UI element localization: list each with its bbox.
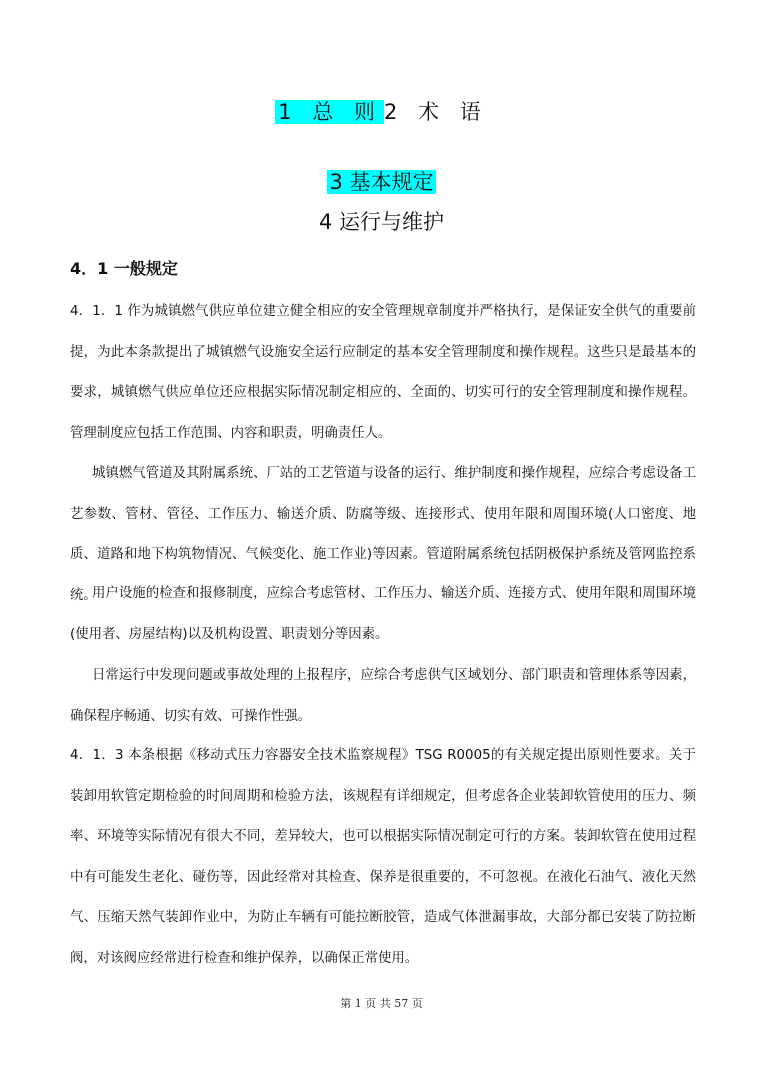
paragraph-reporting: 日常运行中发现问题或事故处理的上报程序，应综合考虑供气区域划分、部门职责和管理体系等因素，确保程序畅通、切实有效、可操作性强。 (70, 668, 696, 724)
chapter-4-heading: 4 运行与维护 (318, 210, 445, 234)
chapter-3-heading: 3 基本规定 (329, 170, 434, 194)
chapter-heading-row (0, 95, 763, 129)
chapter-2-heading: 2 术 语 (384, 100, 488, 124)
paragraph-pipeline-rules: 城镇燃气管道及其附属系统、厂站的工艺管道与设备的运行、维护制度和操作规程，应综合考虑设备工艺参数、管材、管径、工作压力、输送介质、防腐等级、连接形式、使用年限和周围环境(人口密度、地质、道路和地下构筑物情况、气候变化、施工作业)等因素。管道附属系统包括阴极保护系统及管网监控系统。 (70, 466, 696, 603)
section-4-1-heading: 4．1 一般规定 (70, 259, 178, 278)
chapter-3-heading-row (0, 165, 763, 199)
page-number-footer: 第 1 页 共 57 页 (340, 997, 423, 1010)
chapter-1-heading: 1 总 则 (275, 100, 384, 124)
paragraph-4-1-1: 4．1．1 作为城镇燃气供应单位建立健全相应的安全管理规章制度并严格执行，是保证安全供气的重要前提，为此本条款提出了城镇燃气设施安全运行应制定的基本安全管理制度和操作规程。这些只是最基本的要求，城镇燃气供应单位还应根据实际情况制定相应的、全面的、切实可行的安全管理制度和操作规程。管理制度应包括工作范围、内容和职责，明确责任人。 (70, 304, 696, 441)
paragraph-4-1-3: 4．1．3 本条根据《移动式压力容器安全技术监察规程》TSG R0005的有关规定提出原则性要求。关于装卸用软管定期检验的时间周期和检验方法，该规程有详细规定，但考虑各企业装卸软管使用的压力、频率、环境等实际情况有很大不同，差异较大，也可以根据实际情况制定可行的方案。装卸软管在使用过程中有可能发生老化、碰伤等，因此经常对其检查、保养是很重要的，不可忽视。在液化石油气、液化天然气、压缩天然气装卸作业中，为防止车辆有可能拉断胶管，造成气体泄漏事故，大部分都已安装了防拉断阀，对该阀应经常进行检查和维护保养，以确保正常使用。 (70, 748, 696, 966)
paragraph-user-facilities: 用户设施的检查和报修制度，应综合考虑管材、工作压力、输送介质、连接方式、使用年限和周围环境(使用者、房屋结构)以及机构设置、职责划分等因素。 (70, 586, 696, 642)
